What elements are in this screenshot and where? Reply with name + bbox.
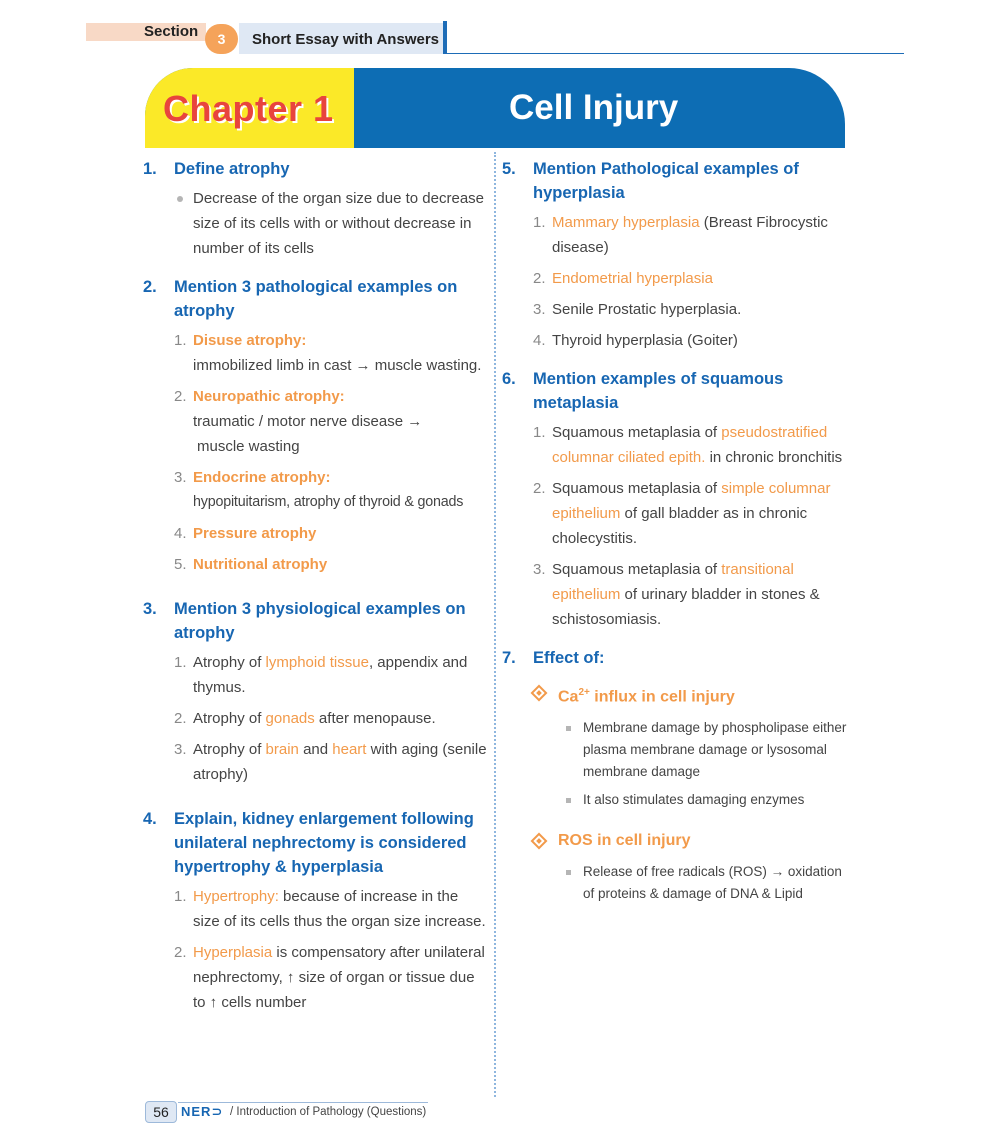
item-number: 1. xyxy=(533,214,546,231)
item-number: 2. xyxy=(174,710,187,727)
question-1 xyxy=(143,157,488,181)
section-title: Short Essay with Answers xyxy=(252,31,440,48)
list-item xyxy=(533,297,852,322)
item-highlight: Disuse atrophy: xyxy=(193,332,307,349)
list-item: Release of free radicals (ROS) → oxidation of proteins & damage of DNA & Lipid xyxy=(564,861,852,905)
chapter-banner xyxy=(145,68,845,148)
list-item xyxy=(174,737,488,787)
item-text: in chronic bronchitis xyxy=(705,449,843,466)
subheading-calcium: $Ca^{2+}$ influx in cell injury xyxy=(533,681,852,709)
item-number: 2. xyxy=(533,480,546,497)
list-item xyxy=(174,552,488,577)
item-highlight: Pressure atrophy xyxy=(193,525,317,542)
list-item xyxy=(533,266,852,291)
answer-3 xyxy=(174,650,488,787)
question-title: Effect of: xyxy=(533,649,605,667)
question-number: 6. xyxy=(502,370,516,388)
answer-1 xyxy=(174,186,488,261)
page-number: 56 xyxy=(145,1101,177,1123)
item-number: 3. xyxy=(174,469,187,486)
list-item xyxy=(533,557,852,632)
item-text: is compensatory after unilateral nephrectomy, ↑ size of organ or tissue due to ↑ cells number xyxy=(193,944,485,1011)
question-2 xyxy=(143,275,488,323)
item-highlight: heart xyxy=(332,741,367,758)
list-item xyxy=(174,706,488,731)
chapter-label-panel xyxy=(145,68,354,148)
list-item xyxy=(174,384,488,459)
item-number: 1. xyxy=(533,424,546,441)
section-label: Section xyxy=(144,23,199,40)
item-number: 3. xyxy=(533,301,546,318)
item-number: 3. xyxy=(533,561,546,578)
list-item xyxy=(174,328,488,378)
brand-logo: NER⊃ xyxy=(181,1104,224,1119)
item-text: of gall bladder as in chronic cholecystitis. xyxy=(552,505,808,547)
question-title: Define atrophy xyxy=(174,160,290,178)
answer-2 xyxy=(174,328,488,577)
item-number: 2. xyxy=(533,270,546,287)
item-text: Senile Prostatic hyperplasia. xyxy=(552,301,742,318)
list-item xyxy=(533,328,852,353)
question-3 xyxy=(143,597,488,645)
list-item xyxy=(174,940,488,1015)
item-text: immobilized limb in cast → muscle wasting. xyxy=(193,357,482,374)
list-item: It also stimulates damaging enzymes xyxy=(564,789,852,811)
item-text: with aging (senile atrophy) xyxy=(193,741,487,783)
item-text: Squamous metaplasia of xyxy=(552,480,722,497)
list-item xyxy=(174,521,488,546)
question-number: 7. xyxy=(502,649,516,667)
question-6 xyxy=(502,367,852,415)
list-item: Membrane damage by phospholipase either plasma membrane damage or lysosomal membrane damage xyxy=(564,717,852,783)
right-column xyxy=(502,157,852,905)
item-highlight: Mammary hyperplasia xyxy=(552,214,700,231)
list-item xyxy=(174,465,488,515)
item-number: 1. xyxy=(174,332,187,349)
section-accent-bar xyxy=(443,21,447,54)
item-number: 4. xyxy=(174,525,187,542)
item-number: 3. xyxy=(174,741,187,758)
chapter-label: Chapter 1 xyxy=(163,88,334,129)
list-item xyxy=(533,420,852,470)
footer-line xyxy=(178,1102,428,1103)
diamond-bullet-icon xyxy=(531,685,548,702)
section-number-badge: 3 xyxy=(205,24,238,54)
question-5 xyxy=(502,157,852,205)
column-divider xyxy=(494,152,496,1097)
question-4 xyxy=(143,807,488,879)
question-title: Mention 3 pathological examples on atrophy xyxy=(174,278,458,320)
item-text: (Breast Fibrocystic disease) xyxy=(552,214,828,256)
item-text: traumatic / motor nerve disease → xyxy=(193,413,423,430)
item-text: , appendix and thymus. xyxy=(193,654,468,696)
item-text: Atrophy of xyxy=(193,654,266,671)
item-text: of urinary bladder in stones & schistosomiasis. xyxy=(552,586,820,628)
item-text: and xyxy=(298,741,333,758)
item-text: Atrophy of xyxy=(193,710,266,727)
item-text: because of increase in the size of its cells thus the organ size increase. xyxy=(193,888,486,930)
item-highlight: pseudostratified columnar ciliated epith. xyxy=(552,424,828,466)
item-text: after menopause. xyxy=(314,710,436,727)
item-highlight: Hyperplasia xyxy=(193,944,273,961)
question-number: 4. xyxy=(143,810,157,828)
answer-4 xyxy=(174,884,488,1015)
chapter-title: Cell Injury xyxy=(509,88,679,127)
question-title: Mention 3 physiological examples on atrophy xyxy=(174,600,466,642)
item-highlight: Neuropathic atrophy: xyxy=(193,388,345,405)
question-number: 5. xyxy=(502,160,516,178)
item-text: muscle wasting xyxy=(197,438,300,455)
question-number: 3. xyxy=(143,600,157,618)
diamond-bullet-icon xyxy=(531,833,548,850)
question-title: Mention examples of squamous metaplasia xyxy=(533,370,784,412)
subheading-ros: ROS in cell injury xyxy=(533,829,852,853)
item-number: 2. xyxy=(174,388,187,405)
question-title: Mention Pathological examples of hyperplasia xyxy=(533,160,799,202)
answer-6 xyxy=(533,420,852,632)
list-item xyxy=(533,476,852,551)
section-underline xyxy=(447,53,904,54)
item-highlight: Nutritional atrophy xyxy=(193,556,328,573)
item-number: 5. xyxy=(174,556,187,573)
item-highlight: brain xyxy=(265,741,299,758)
item-text: Atrophy of xyxy=(193,741,266,758)
question-number: 1. xyxy=(143,160,157,178)
item-highlight: simple columnar epithelium xyxy=(552,480,831,522)
item-text: hypopituitarism, atrophy of thyroid & gonads xyxy=(193,494,464,510)
answer-text: Decrease of the organ size due to decrease size of its cells with or without decrease in number of its cells xyxy=(174,186,488,261)
item-highlight: Endometrial hyperplasia xyxy=(552,270,713,287)
item-highlight: lymphoid tissue xyxy=(265,654,369,671)
question-number: 2. xyxy=(143,278,157,296)
item-highlight: transitional epithelium xyxy=(552,561,794,603)
item-number: 1. xyxy=(174,888,187,905)
item-text: Squamous metaplasia of xyxy=(552,424,722,441)
item-highlight: Hypertrophy: xyxy=(193,888,279,905)
question-7 xyxy=(502,646,852,670)
item-number: 2. xyxy=(174,944,187,961)
item-highlight: gonads xyxy=(265,710,315,727)
left-column xyxy=(143,157,488,1021)
list-item xyxy=(533,210,852,260)
list-item xyxy=(174,884,488,934)
item-text: Thyroid hyperplasia (Goiter) xyxy=(552,332,738,349)
item-number: 4. xyxy=(533,332,546,349)
footer-text: / Introduction of Pathology (Questions) xyxy=(230,1106,427,1118)
item-text: Squamous metaplasia of xyxy=(552,561,722,578)
question-title: Explain, kidney enlargement following unilateral nephrectomy is considered hypertrophy & hyperplasia xyxy=(174,810,474,876)
list-item xyxy=(174,650,488,700)
item-number: 1. xyxy=(174,654,187,671)
item-highlight: Endocrine atrophy: xyxy=(193,469,331,486)
answer-5 xyxy=(533,210,852,353)
